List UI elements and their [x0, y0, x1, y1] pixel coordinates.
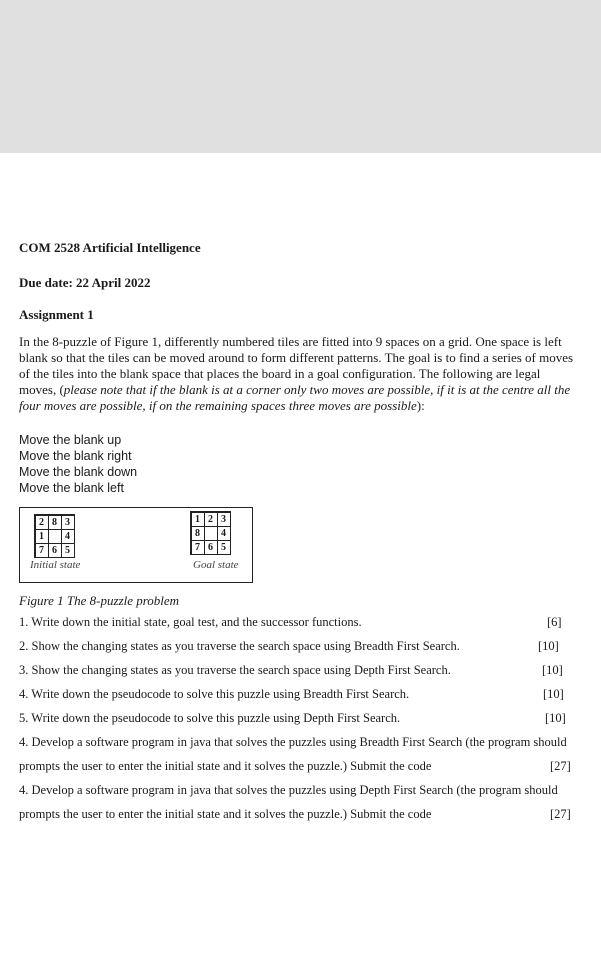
question-mark: [27]	[550, 759, 571, 773]
tile: 2	[35, 515, 49, 530]
tile: 5	[61, 543, 75, 558]
tile: 6	[204, 540, 218, 555]
tile-blank	[204, 526, 218, 541]
move-item: Move the blank left	[19, 481, 124, 495]
course-title: COM 2528 Artificial Intelligence	[19, 240, 201, 255]
question-6	[19, 730, 599, 778]
tile: 4	[217, 526, 231, 541]
question-7	[19, 778, 599, 826]
question-3	[19, 658, 599, 682]
assignment-title: Assignment 1	[19, 307, 94, 322]
question-mark: [10]	[543, 687, 564, 701]
question-5	[19, 706, 599, 730]
question-mark: [10]	[538, 639, 559, 653]
initial-state-grid	[34, 514, 75, 558]
tile: 6	[48, 543, 62, 558]
question-text: 3. Show the changing states as you traverse the search space using Depth First Search.	[19, 663, 451, 677]
initial-state-caption: Initial state	[30, 559, 81, 571]
top-gray-band	[0, 0, 601, 153]
tile: 4	[61, 529, 75, 544]
question-2	[19, 634, 599, 658]
tile: 8	[191, 526, 205, 541]
question-text: 4. Develop a software program in java that solves the puzzles using Breadth First Search (the program should prompts the user to enter the initial state and it solves the puzzle.) Submit the code	[19, 735, 567, 773]
tile: 3	[217, 512, 231, 527]
question-text: 2. Show the changing states as you traverse the search space using Breadth First Search.	[19, 639, 460, 653]
question-text: 4. Develop a software program in java that solves the puzzles using Depth First Search (the program should prompts the user to enter the initial state and it solves the puzzle.) Submit the code	[19, 783, 558, 821]
question-mark: [27]	[550, 807, 571, 821]
intro-text: In the 8-puzzle of Figure 1, differently numbered tiles are fitted into 9 spaces on a grid. One space is left blank so that the tiles can be moved around to form different patterns. The goal is to find a series of moves of the tiles into the blank space that places the board in a goal configuration. The following are legal moves, (	[19, 334, 574, 397]
question-mark: [6]	[547, 615, 562, 629]
tile: 1	[191, 512, 205, 527]
move-item: Move the blank right	[19, 449, 132, 463]
tile: 3	[61, 515, 75, 530]
question-text: 5. Write down the pseudocode to solve this puzzle using Depth First Search.	[19, 711, 401, 725]
question-1	[19, 610, 599, 634]
question-mark: [10]	[545, 711, 566, 725]
tile-blank	[48, 529, 62, 544]
goal-state-caption: Goal state	[193, 559, 239, 571]
goal-state-grid	[190, 511, 231, 555]
intro-paragraph	[19, 334, 579, 414]
tile: 1	[35, 529, 49, 544]
tile: 8	[48, 515, 62, 530]
question-mark: [10]	[542, 663, 563, 677]
tile: 7	[191, 540, 205, 555]
move-item: Move the blank down	[19, 465, 138, 479]
tile: 5	[217, 540, 231, 555]
intro-note: please note that if the blank is at a corner only two moves are possible, if it is at the centre all the four moves are possible, if on the remaining spaces three moves are possible	[19, 382, 571, 413]
intro-end: ):	[416, 398, 425, 413]
tile: 7	[35, 543, 49, 558]
due-date: Due date: 22 April 2022	[19, 275, 151, 290]
tile: 2	[204, 512, 218, 527]
figure-title: Figure 1 The 8-puzzle problem	[19, 593, 180, 608]
moves-list	[19, 432, 137, 496]
move-item: Move the blank up	[19, 433, 122, 447]
question-text: 1. Write down the initial state, goal test, and the successor functions.	[19, 615, 362, 629]
question-text: 4. Write down the pseudocode to solve this puzzle using Breadth First Search.	[19, 687, 410, 701]
figure-box	[19, 507, 253, 583]
question-4	[19, 682, 599, 706]
